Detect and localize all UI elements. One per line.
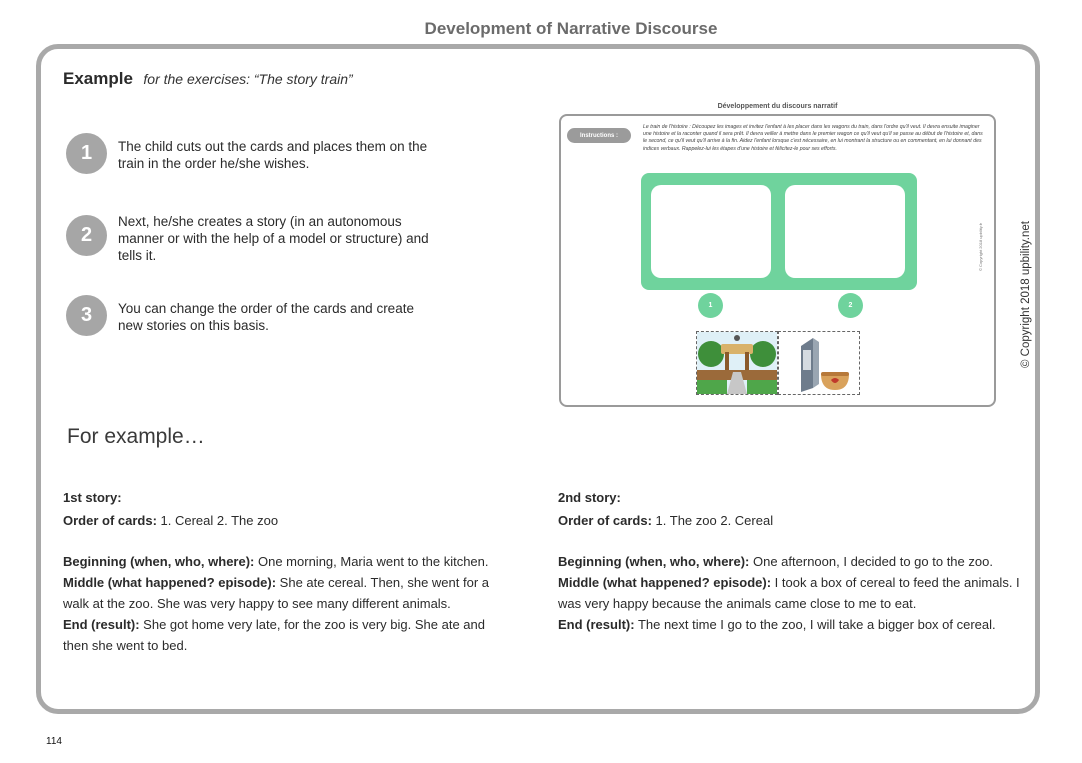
copyright-notice: © Copyright 2018 upbility.net: [1020, 221, 1032, 368]
story-1-end: End (result): She got home very late, for the zoo is very big. She ate and then she went to bed.: [63, 617, 485, 653]
story-2-end: End (result): The next time I go to the zoo, I will take a bigger box of cereal.: [558, 617, 996, 632]
instructions-badge: Instructions :: [567, 128, 631, 143]
step-number-3: 3: [66, 295, 107, 336]
story-1-middle: Middle (what happened? episode): She ate cereal. Then, she went for a walk at the zoo. She was very happy to see many different animals.: [63, 575, 490, 611]
story-2-order: Order of cards: 1. The zoo 2. Cereal: [558, 513, 774, 528]
story-2-heading: 2nd story:: [558, 490, 621, 505]
wagon-2: [785, 185, 905, 278]
instructions-text: Le train de l'histoire : Découpez les images et invitez l'enfant à les placer dans les wagons du train, dans l'ordre qu'il veut. Il devra ensuite imaginer une histoire et la raconter quand il sera prêt. Il devra veiller à mettre dans le premier wagon ce qu'il veut qu'il se passe au début de l'histoire et, dans le second, ce qu'il veut qu'il arrive à la fin. Aidez l'enfant lorsque c'est nécessaire, en lui montrant la structure ou en commentant, en lui donnant des indices verbaux. Rappelez-lui les étapes d'une histoire et félicitez-le pour ses efforts.: [643, 124, 983, 152]
page-title: Development of Narrative Discourse: [424, 19, 718, 38]
story-1: [63, 487, 513, 656]
step-number-2: 2: [66, 215, 107, 256]
step-2: [66, 215, 438, 264]
story-1-heading: 1st story:: [63, 490, 122, 505]
zoo-card: [696, 331, 778, 395]
page-number: 114: [46, 736, 62, 747]
story-1-beginning: Beginning (when, who, where): One morning, Maria went to the kitchen.: [63, 554, 489, 569]
step-text-3: You can change the order of the cards and create new stories on this basis.: [118, 301, 414, 333]
step-3: [66, 295, 438, 336]
story-1-order: Order of cards: 1. Cereal 2. The zoo: [63, 513, 279, 528]
example-heading: [63, 69, 353, 89]
step-number-1: 1: [66, 133, 107, 174]
wagon-number-1: 1: [698, 293, 723, 318]
cereal-card: [778, 331, 860, 395]
story-train: [641, 173, 917, 290]
example-subtitle: for the exercises: “The story train”: [143, 71, 353, 87]
worksheet-title: Développement du discours narratif: [717, 103, 838, 110]
step-text-2: Next, he/she creates a story (in an autonomous manner or with the help of a model or structure) and tells it.: [118, 214, 429, 263]
story-2: [558, 487, 1028, 635]
step-1: [66, 133, 438, 174]
zoo-illustration: [697, 332, 777, 394]
story-2-middle: Middle (what happened? episode): I took a box of cereal to feed the animals. I was very happy because the animals came close to me to eat.: [558, 575, 1020, 611]
for-example-heading: For example…: [67, 425, 205, 448]
story-2-beginning: Beginning (when, who, where): One afternoon, I decided to go to the zoo.: [558, 554, 993, 569]
wagon-1: [651, 185, 771, 278]
cereal-illustration: [779, 332, 859, 394]
worksheet-copyright: © Copyright 2018 upbility.fr: [978, 222, 983, 271]
worksheet-thumbnail: [559, 114, 996, 407]
wagon-number-2: 2: [838, 293, 863, 318]
step-text-1: The child cuts out the cards and places them on the train in the order he/she wishes.: [118, 139, 428, 171]
example-label: Example: [63, 69, 133, 88]
